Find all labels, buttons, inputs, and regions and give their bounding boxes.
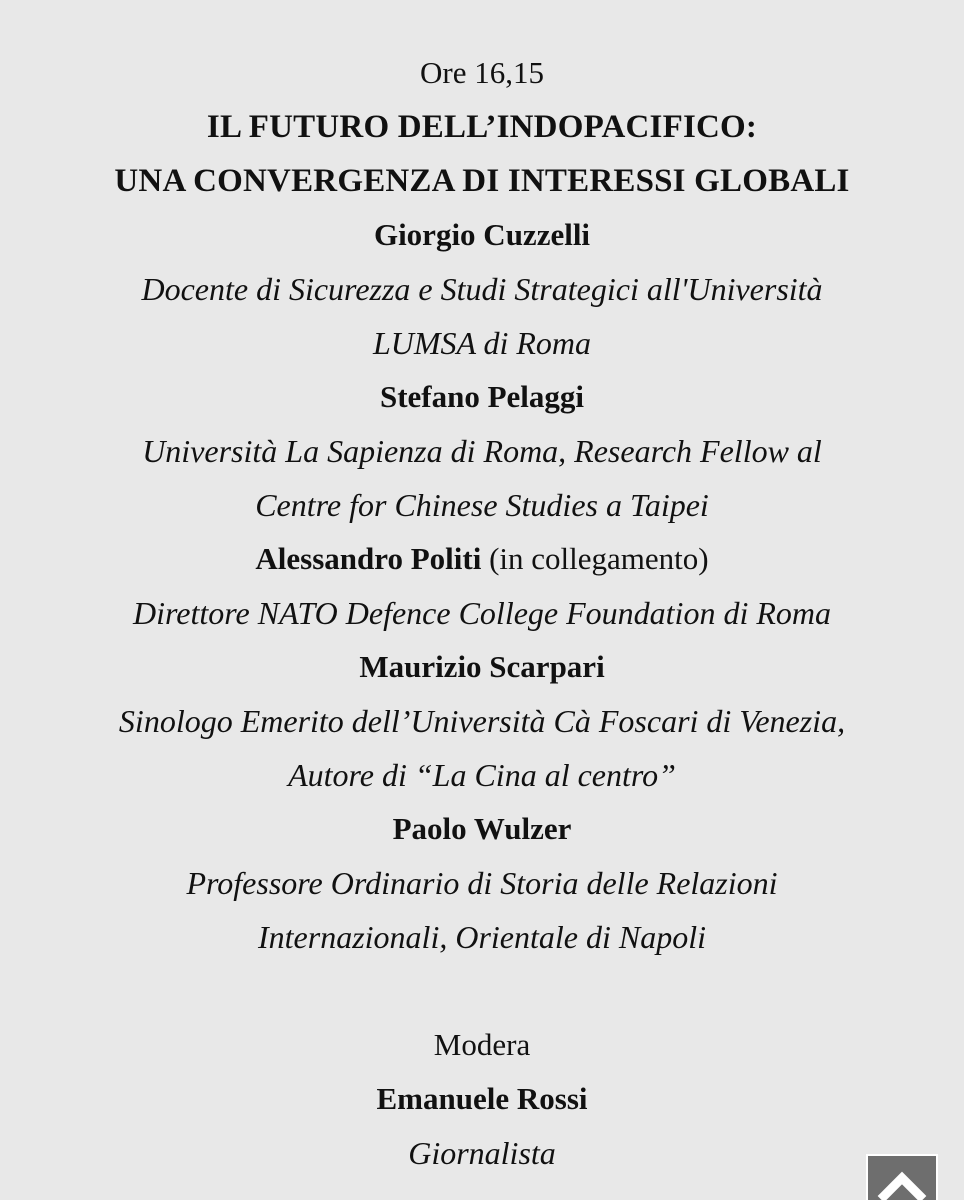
speaker-role: Direttore NATO Defence College Foundation di Roma [133, 595, 831, 631]
event-program [0, 46, 964, 1180]
moderator-role: Giornalista [408, 1135, 556, 1171]
speaker-role: LUMSA di Roma [372, 325, 592, 361]
speaker-role: Centre for Chinese Studies a Taipei [255, 487, 709, 523]
speaker-role: Professore Ordinario di Storia delle Relazioni [186, 865, 778, 901]
speaker-role: Università La Sapienza di Roma, Research Fellow al [142, 433, 822, 469]
speaker-role: Docente di Sicurezza e Studi Strategici all'Università [141, 271, 823, 307]
speaker-role: Sinologo Emerito dell’Università Cà Foscari di Venezia, [118, 703, 846, 739]
session-time: Ore 16,15 [420, 55, 544, 90]
speaker-role: Autore di “La Cina al centro” [288, 757, 676, 793]
speaker-name: Giorgio Cuzzelli [373, 217, 591, 252]
speaker-name: Maurizio Scarpari [359, 649, 605, 684]
speaker-role: Internazionali, Orientale di Napoli [258, 919, 706, 955]
session-title-line-2: UNA CONVERGENZA DI INTERESSI GLOBALI [114, 163, 850, 199]
speaker-name-with-note [0, 532, 964, 586]
speaker-name: Alessandro Politi [255, 541, 482, 576]
moderator-label: Modera [433, 1027, 531, 1062]
session-title-line-1: IL FUTURO DELL’INDOPACIFICO: [206, 109, 758, 145]
chevron-up-icon [868, 1156, 936, 1200]
speaker-name: Paolo Wulzer [392, 811, 572, 846]
section-spacer [0, 964, 964, 1018]
speaker-note: (in collegamento) [489, 541, 709, 576]
scroll-to-top-button[interactable] [866, 1154, 938, 1200]
moderator-name: Emanuele Rossi [376, 1081, 588, 1116]
speaker-name: Stefano Pelaggi [379, 379, 585, 414]
